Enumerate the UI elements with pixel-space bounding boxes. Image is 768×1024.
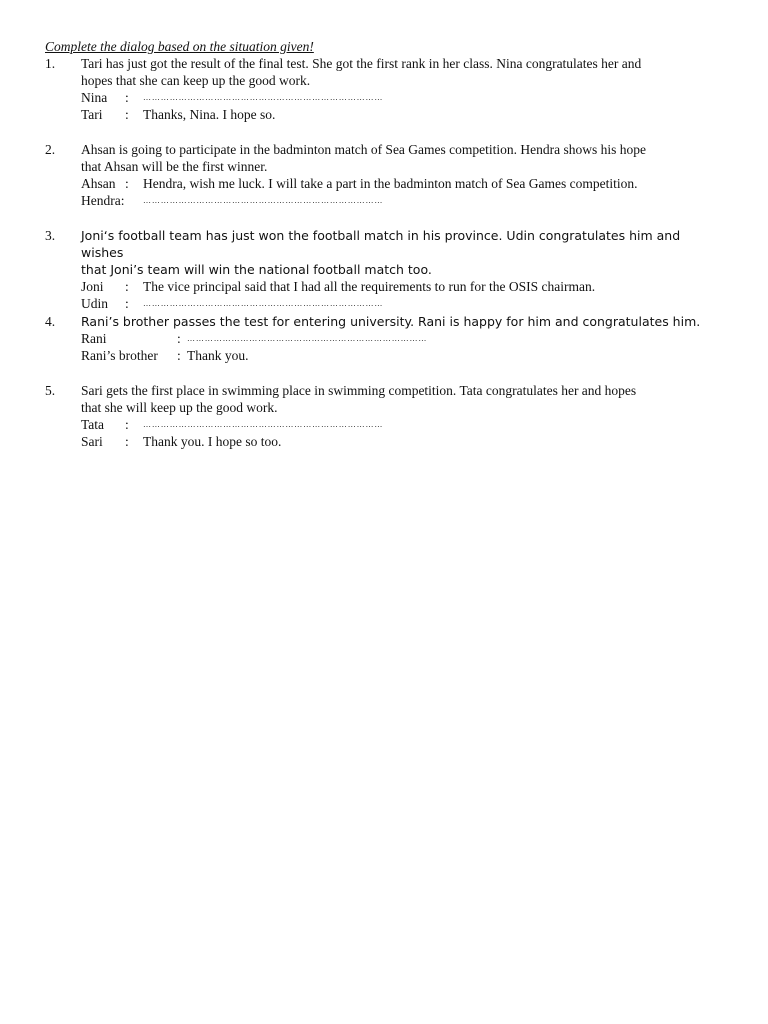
dialog-line xyxy=(81,433,725,450)
situation-line: Joni‘s football team has just won the football match in his province. Udin congratulates him and wishes xyxy=(81,228,681,260)
answer-blank[interactable]: ……………………………………………………………………… xyxy=(143,299,384,308)
dialog-text: Thank you. xyxy=(187,348,249,363)
situation-line: Tari has just got the result of the final test. She got the first rank in her class. Nina congratulates her and xyxy=(81,56,642,71)
situation-text xyxy=(81,227,725,278)
speaker-name: Rani xyxy=(81,331,107,346)
dialog-text: Hendra, wish me luck. I will take a part in the badminton match of Sea Games competition. xyxy=(143,176,638,191)
dialog-text: Thanks, Nina. I hope so. xyxy=(143,107,276,122)
speaker-colon: : xyxy=(125,90,129,105)
dialog-line xyxy=(81,347,725,364)
item-number: 5. xyxy=(45,383,56,398)
situation-line: that Joni’s team will win the national football match too. xyxy=(81,262,432,277)
situation-line: that she will keep up the good work. xyxy=(81,400,278,415)
speaker-name: Tari xyxy=(81,107,103,122)
dialog-line xyxy=(81,330,725,347)
item-body xyxy=(81,227,725,312)
instruction-heading: Complete the dialog based on the situation given! xyxy=(45,39,314,54)
dialog-text: The vice principal said that I had all the requirements to run for the OSIS chairman. xyxy=(143,279,596,294)
dialog-line xyxy=(81,192,725,209)
situation-line: Sari gets the first place in swimming place in swimming competition. Tata congratulates her and hopes xyxy=(81,383,637,398)
situation-text xyxy=(81,382,725,416)
situation-text xyxy=(81,313,725,330)
dialog-line xyxy=(81,416,725,433)
dialog-line xyxy=(81,89,725,106)
item-body xyxy=(81,313,725,364)
situation-text xyxy=(81,55,725,89)
answer-blank[interactable]: ……………………………………………………………………… xyxy=(187,334,428,343)
item-number: 2. xyxy=(45,142,56,157)
situation-line: hopes that she can keep up the good work. xyxy=(81,73,311,88)
answer-blank[interactable]: ……………………………………………………………………… xyxy=(143,420,384,429)
item-body xyxy=(81,382,725,450)
speaker-colon: : xyxy=(125,279,129,294)
situation-line: that Ahsan will be the first winner. xyxy=(81,159,268,174)
answer-blank[interactable]: ……………………………………………………………………… xyxy=(143,196,384,205)
speaker-colon: : xyxy=(125,434,129,449)
dialog-line xyxy=(81,106,725,123)
dialog-text: Thank you. I hope so too. xyxy=(143,434,282,449)
answer-blank[interactable]: ……………………………………………………………………… xyxy=(143,93,384,102)
situation-line: Rani’s brother passes the test for entering university. Rani is happy for him and congratulates him. xyxy=(81,314,701,329)
speaker-colon: : xyxy=(125,296,129,311)
item-body xyxy=(81,141,725,209)
speaker-colon: : xyxy=(177,331,181,346)
speaker-name: Nina xyxy=(81,90,108,105)
speaker-name: Joni xyxy=(81,279,104,294)
situation-line: Ahsan is going to participate in the badminton match of Sea Games competition. Hendra shows his hope xyxy=(81,142,647,157)
speaker-colon: : xyxy=(177,348,181,363)
item-number: 1. xyxy=(45,56,56,71)
item-number: 3. xyxy=(45,228,56,243)
dialog-line xyxy=(81,278,725,295)
item-number: 4. xyxy=(45,314,56,329)
speaker-name: Hendra: xyxy=(81,193,125,208)
speaker-name: Rani’s brother xyxy=(81,348,158,363)
speaker-colon: : xyxy=(125,107,129,122)
speaker-name: Sari xyxy=(81,434,103,449)
speaker-name: Udin xyxy=(81,296,108,311)
speaker-name: Tata xyxy=(81,417,105,432)
item-body xyxy=(81,55,725,123)
situation-text xyxy=(81,141,725,175)
speaker-colon: : xyxy=(125,176,129,191)
dialog-line xyxy=(81,295,725,312)
dialog-line xyxy=(81,175,725,192)
speaker-name: Ahsan xyxy=(81,176,116,191)
speaker-colon: : xyxy=(125,417,129,432)
